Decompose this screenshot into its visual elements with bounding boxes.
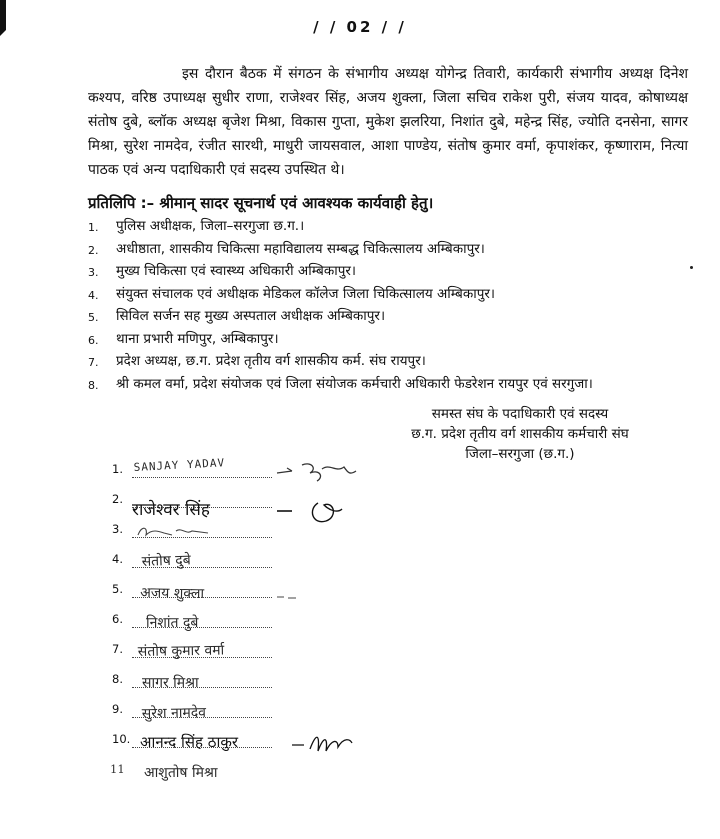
copy-to-text: पुलिस अधीक्षक, जिला–सरगुजा छ.ग.।	[116, 218, 305, 234]
signature-scribble	[112, 729, 392, 759]
signature-name: निशांत दुबे	[146, 615, 199, 631]
signature-number: 5.	[112, 582, 123, 596]
copy-to-number: 6.	[88, 333, 99, 347]
signature-name: सागर मिश्रा	[142, 675, 199, 691]
signature-number: 10.	[112, 732, 131, 746]
signature-row	[112, 549, 432, 579]
signature-number: 11	[110, 762, 125, 776]
signature-number: 8.	[112, 672, 123, 686]
copy-to-text: सिविल सर्जन सह मुख्य अस्पताल अधीक्षक अम्बिकापुर।	[116, 308, 386, 324]
signature-scribble	[112, 579, 372, 609]
copy-to-item	[88, 239, 708, 262]
copy-to-text: श्री कमल वर्मा, प्रदेश संयोजक एवं जिला संयोजक कर्मचारी अधिकारी फेडरेशन रायपुर एवं सरगुजा।	[116, 375, 593, 392]
copy-to-item	[88, 216, 708, 239]
signature-row	[112, 699, 432, 729]
copy-to-number: 1.	[88, 221, 99, 234]
copy-to-number: 2.	[88, 243, 99, 257]
copy-to-title: प्रतिलिपि :– श्रीमान् सादर सूचनार्थ एवं आवश्यक कार्यवाही हेतु।	[88, 194, 434, 212]
copy-to-item	[88, 351, 708, 374]
copy-to-item	[88, 329, 708, 352]
signature-name: आशुतोष मिश्रा	[144, 765, 218, 781]
copy-to-number: 3.	[88, 266, 99, 279]
signature-name: आनन्द सिंह ठाकुर	[140, 733, 239, 751]
copy-to-item	[88, 261, 708, 284]
signature-row	[112, 456, 432, 489]
signature-row	[112, 519, 432, 549]
signatory-block	[370, 404, 670, 464]
signature-number: 2.	[112, 492, 123, 506]
signature-number: 7.	[112, 642, 123, 656]
copy-to-number: 7.	[88, 356, 99, 369]
signature-scribble	[112, 459, 372, 489]
signature-row	[112, 489, 432, 519]
copy-to-text: मुख्य चिकित्सा एवं स्वास्थ्य अधिकारी अम्बिकापुर।	[116, 263, 356, 279]
signatory-line-1: समस्त संघ के पदाधिकारी एवं सदस्य	[431, 406, 609, 422]
stray-dot	[690, 266, 693, 269]
copy-to-number: 8.	[88, 378, 99, 392]
signature-name: राजेश्वर सिंह	[132, 500, 210, 520]
signature-name: अजय शुक्ला	[140, 585, 205, 603]
signature-name: संतोष कुमार वर्मा	[137, 642, 225, 661]
signature-row	[112, 639, 432, 669]
signature-row	[112, 729, 432, 759]
body-paragraph	[88, 62, 688, 182]
signature-name: SANJAY YADAV	[133, 456, 226, 474]
signatory-line-2: छ.ग. प्रदेश तृतीय वर्ग शासकीय कर्मचारी संघ	[411, 426, 629, 442]
signature-scribble	[112, 519, 372, 549]
signature-number: 9.	[112, 702, 123, 716]
signature-row	[112, 669, 432, 699]
copy-to-item	[88, 306, 708, 329]
signature-name: संतोष दुबे	[141, 552, 191, 571]
signature-number: 3.	[112, 522, 123, 536]
body-paragraph-text: इस दौरान बैठक में संगठन के संभागीय अध्यक्ष योगेन्द्र तिवारी, कार्यकारी संभागीय अध्यक्ष दिनेश कश्यप, वरिष्ठ उपाध्यक्ष सुधीर राणा, राजेश्वर सिंह, अजय शुक्ला, जिला सचिव राकेश पुरी, संजय यादव, कोषाध्यक्ष संतोष दुबे, ब्लॉक अध्यक्ष बृजेश मिश्रा, विकास गुप्ता, मुकेश झलरिया, निशांत दुबे, महेन्द्र सिंह, ज्योति दनसेना, सागर मिश्रा, सुरेश नामदेव, रंजीत सारथी, माधुरी जायसवाल, आशा पाण्डेय, संतोष कुमार वर्मा, कृपाशंकर, कृष्णाराम, नित्या पाठक एवं अन्य पदाधिकारी एवं सदस्य उपस्थित थे।	[88, 66, 688, 178]
copy-to-number: 5.	[88, 311, 99, 324]
copy-to-text: थाना प्रभारी मणिपुर, अम्बिकापुर।	[116, 330, 279, 347]
signature-name: सुरेश नामदेव	[141, 704, 207, 723]
page-number: / / 02 / /	[313, 18, 407, 36]
signature-number: 4.	[112, 552, 123, 566]
copy-to-text: प्रदेश अध्यक्ष, छ.ग. प्रदेश तृतीय वर्ग शासकीय कर्म. संघ रायपुर।	[116, 353, 426, 369]
signature-row	[112, 579, 432, 609]
signature-number: 6.	[112, 612, 123, 626]
signatory-line-3: जिला–सरगुजा (छ.ग.)	[465, 446, 575, 462]
copy-to-item	[88, 284, 708, 307]
copy-to-item	[88, 374, 708, 397]
signature-row	[112, 759, 432, 789]
signature-number: 1.	[112, 462, 123, 476]
copy-to-list	[88, 216, 708, 396]
copy-to-text: संयुक्त संचालक एवं अधीक्षक मेडिकल कॉलेज जिला चिकित्सालय अम्बिकापुर।	[116, 285, 496, 302]
copy-to-text: अधीष्ठाता, शासकीय चिकित्सा महाविद्यालय सम्बद्ध चिकित्सालय अम्बिकापुर।	[116, 240, 485, 257]
copy-to-number: 4.	[88, 288, 99, 302]
signature-row	[112, 609, 432, 639]
signature-list	[110, 456, 432, 789]
